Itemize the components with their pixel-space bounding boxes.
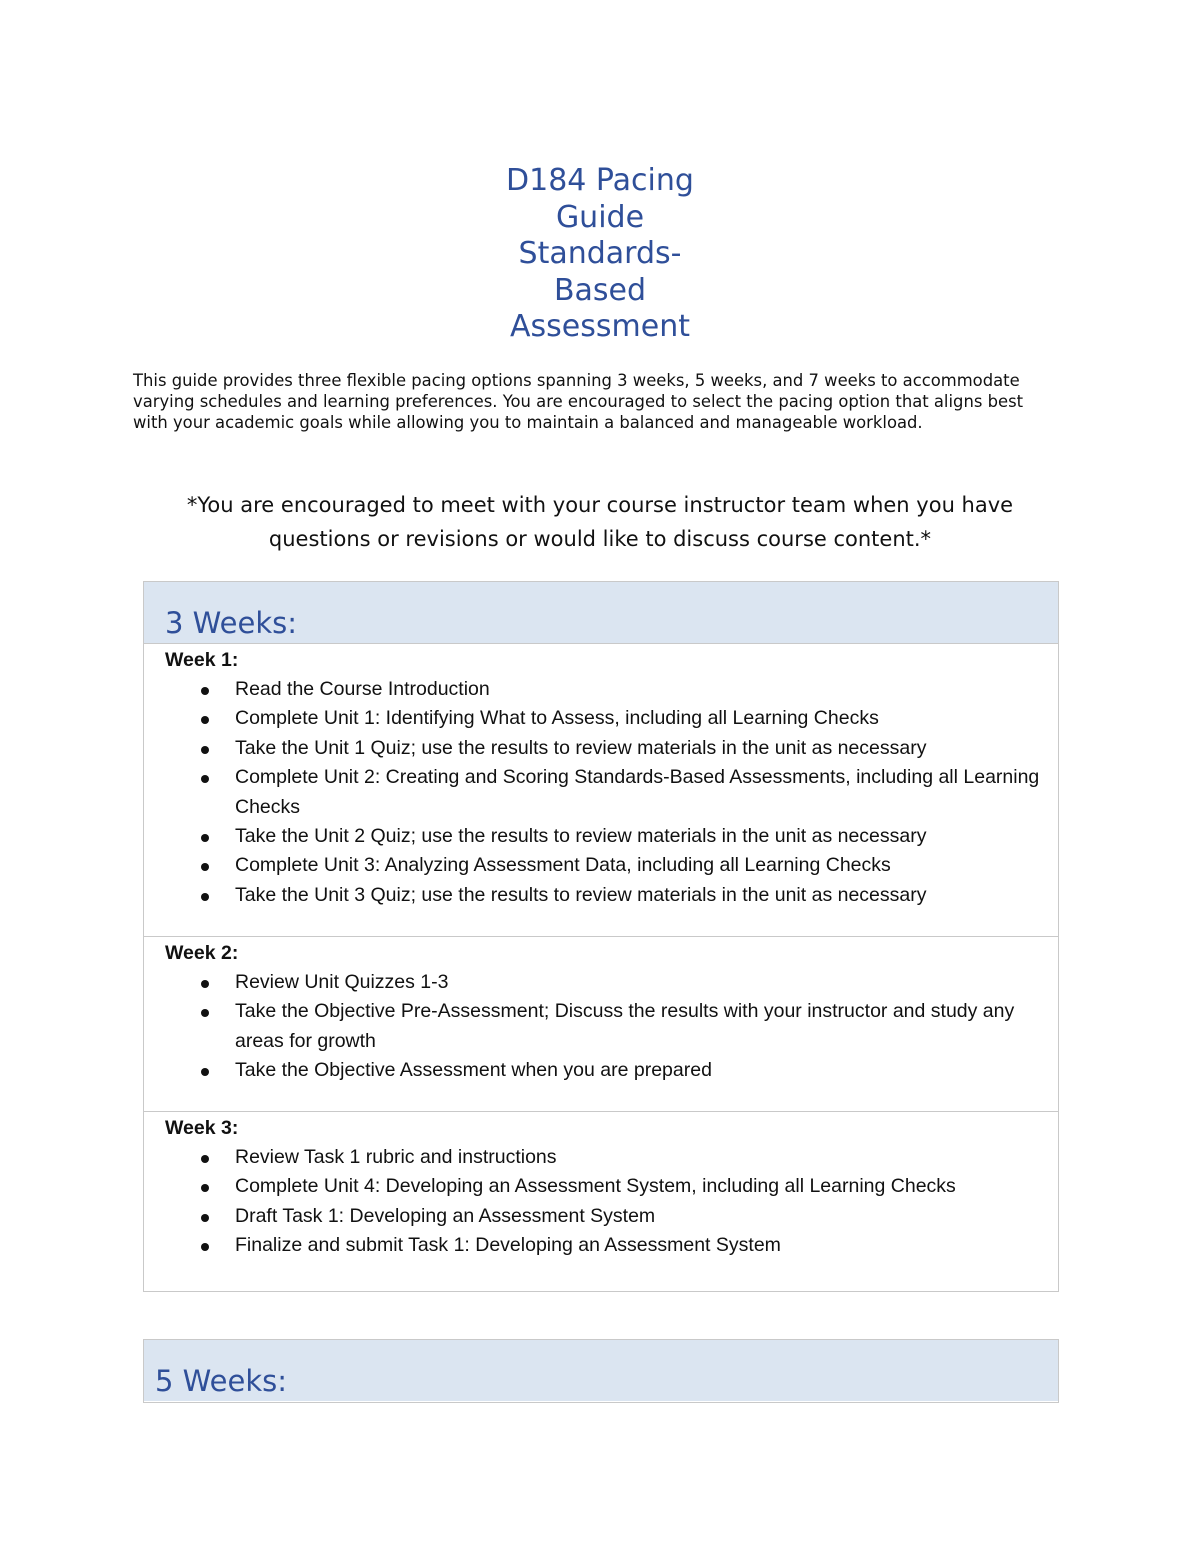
bullet-icon	[201, 893, 209, 901]
task-list	[165, 675, 1058, 910]
task-text: Finalize and submit Task 1: Developing an Assessment System	[235, 1234, 781, 1257]
intro-paragraph: This guide provides three flexible pacing options spanning 3 weeks, 5 weeks, and 7 weeks to accommodate varying schedules and learning preferences. You are encouraged to select the pacing option that aligns best with your academic goals while allowing you to maintain a balanced and manageable workload.	[133, 371, 1024, 432]
task-item	[165, 704, 1058, 733]
bullet-icon	[201, 1184, 209, 1192]
task-item	[165, 1143, 1058, 1172]
week-section	[144, 937, 1058, 1112]
task-text: Take the Unit 3 Quiz; use the results to review materials in the unit as necessary	[235, 883, 927, 906]
task-item	[165, 763, 1058, 822]
bullet-icon	[201, 1243, 209, 1251]
task-item	[165, 1202, 1058, 1231]
task-text: Take the Unit 2 Quiz; use the results to review materials in the unit as necessary	[235, 825, 927, 848]
bullet-icon	[201, 834, 209, 842]
pacing-table-3-weeks	[143, 581, 1059, 1292]
task-text: Read the Course Introduction	[235, 678, 490, 700]
bullet-icon	[201, 1009, 209, 1017]
bullet-icon	[201, 775, 209, 783]
pacing-heading: 3 Weeks:	[165, 606, 298, 640]
week-label: Week 2:	[165, 942, 239, 964]
title-line: Guide	[555, 199, 645, 235]
pacing-heading: 5 Weeks:	[155, 1364, 288, 1398]
task-item	[165, 822, 1058, 851]
task-text: Take the Objective Assessment when you are prepared	[235, 1059, 712, 1082]
bullet-icon	[201, 687, 209, 695]
bullet-icon	[201, 746, 209, 754]
task-text: Complete Unit 3: Analyzing Assessment Data, including all Learning Checks	[235, 854, 891, 877]
bullet-icon	[201, 1214, 209, 1222]
task-text: Complete Unit 4: Developing an Assessment System, including all Learning Checks	[235, 1175, 956, 1198]
week-section	[144, 644, 1058, 937]
document-title	[0, 163, 1200, 346]
bullet-icon	[201, 1068, 209, 1076]
pacing-table-5-weeks	[143, 1339, 1059, 1403]
pacing-table-header	[144, 582, 1058, 644]
task-text: Take the Objective Pre-Assessment; Discuss the results with your instructor and study any areas for growth	[235, 1000, 1015, 1052]
task-item	[165, 1056, 1058, 1085]
bullet-icon	[201, 863, 209, 871]
title-line: Standards-	[518, 236, 682, 272]
title-line: Assessment	[510, 309, 690, 345]
task-text: Review Unit Quizzes 1-3	[235, 971, 449, 993]
task-item	[165, 675, 1058, 704]
task-item	[165, 1231, 1058, 1260]
task-item	[165, 734, 1058, 763]
task-item	[165, 851, 1058, 880]
title-line: Based	[553, 272, 647, 308]
bullet-icon	[201, 1155, 209, 1163]
task-item	[165, 997, 1058, 1056]
task-item	[165, 968, 1058, 997]
bullet-icon	[201, 980, 209, 988]
task-text: Take the Unit 1 Quiz; use the results to review materials in the unit as necessary	[235, 736, 927, 759]
task-text: Complete Unit 2: Creating and Scoring Standards-Based Assessments, including all Learning Checks	[235, 766, 1040, 818]
instructor-note: *You are encouraged to meet with your course instructor team when you have questions or revisions or would like to discuss course content.*	[186, 493, 1014, 551]
week-label: Week 1:	[165, 649, 239, 671]
title-line: D184 Pacing	[506, 163, 694, 198]
task-text: Complete Unit 1: Identifying What to Assess, including all Learning Checks	[235, 707, 879, 730]
task-list	[165, 968, 1058, 1086]
task-item	[165, 1172, 1058, 1201]
pacing-table-header	[144, 1340, 1058, 1401]
task-item	[165, 881, 1058, 910]
task-text: Review Task 1 rubric and instructions	[235, 1146, 557, 1168]
task-list	[165, 1143, 1058, 1261]
week-section	[144, 1112, 1058, 1290]
bullet-icon	[201, 716, 209, 724]
week-label: Week 3:	[165, 1117, 239, 1139]
task-text: Draft Task 1: Developing an Assessment System	[235, 1204, 656, 1227]
